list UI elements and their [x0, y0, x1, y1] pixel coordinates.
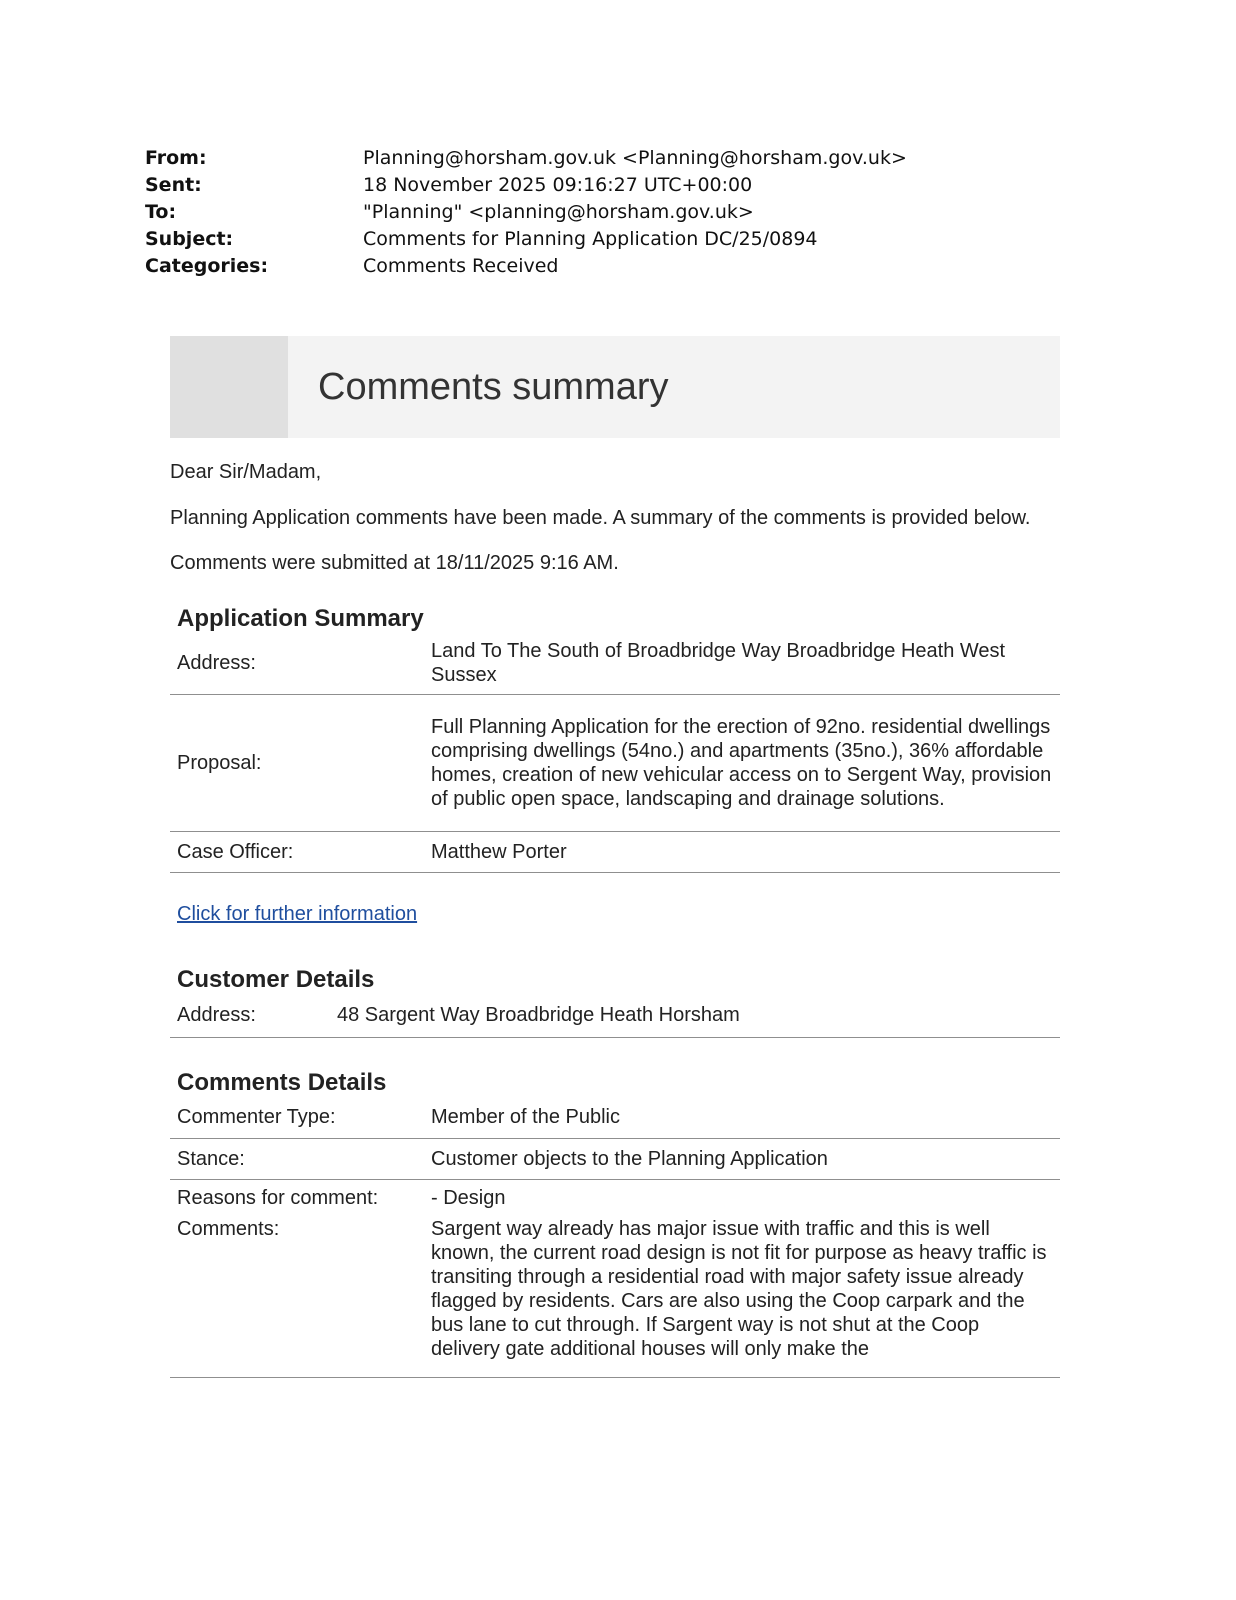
table-row — [170, 1097, 1060, 1138]
customer-details-heading: Customer Details — [177, 965, 375, 993]
subject-value: Comments for Planning Application DC/25/0894 — [363, 227, 818, 250]
stance-label: Stance: — [170, 1138, 424, 1179]
proposal-value: Full Planning Application for the erection of 92no. residential dwellings comprising dwellings (54no.) and apartments (35no.), 36% affordable homes, creation of new vehicular access on to Sergent Way, provision of public open space, landscaping and drainage solutions. — [424, 694, 1060, 831]
sent-label: Sent: — [145, 173, 202, 196]
email-header — [145, 144, 907, 279]
comments-label: Comments: — [170, 1217, 424, 1377]
stance-value: Customer objects to the Planning Application — [424, 1138, 1060, 1179]
from-value: Planning@horsham.gov.uk <Planning@horsham.gov.uk> — [363, 146, 907, 169]
comments-value: Sargent way already has major issue with traffic and this is well known, the current road design is not fit for purpose as heavy traffic is transiting through a residential road with major safety issue already flagged by residents. Cars are also using the Coop carpark and the bus lane to cut through. If Sargent way is not shut at the Coop delivery gate additional houses will only make the — [424, 1217, 1060, 1377]
comments-details-heading: Comments Details — [177, 1069, 387, 1096]
table-row — [170, 633, 1060, 694]
from-row — [145, 144, 907, 171]
application-summary-table — [170, 633, 1060, 873]
categories-value: Comments Received — [363, 254, 559, 277]
subject-row — [145, 225, 907, 252]
customer-address-label: Address: — [170, 994, 330, 1038]
to-value: "Planning" <planning@horsham.gov.uk> — [363, 200, 754, 223]
email-body — [170, 336, 1060, 1378]
table-row — [170, 994, 1060, 1038]
intro-body: Planning Application comments have been made. A summary of the comments is provided below. — [170, 507, 1031, 529]
commenter-type-value: Member of the Public — [424, 1097, 1060, 1138]
submitted-timestamp: Comments were submitted at 18/11/2025 9:16 AM. — [170, 552, 619, 574]
sent-value: 18 November 2025 09:16:27 UTC+00:00 — [363, 173, 753, 196]
case-officer-label: Case Officer: — [170, 831, 424, 872]
case-officer-value: Matthew Porter — [424, 831, 1060, 872]
table-row — [170, 831, 1060, 872]
table-row — [170, 1217, 1060, 1377]
table-row — [170, 694, 1060, 831]
comments-summary-banner — [170, 336, 1060, 438]
categories-label: Categories: — [145, 254, 269, 277]
table-row — [170, 1179, 1060, 1217]
further-information-link[interactable]: Click for further information — [177, 902, 418, 925]
from-label: From: — [145, 146, 207, 169]
banner-side-block — [170, 336, 288, 438]
reasons-label: Reasons for comment: — [177, 1187, 379, 1210]
proposal-label: Proposal: — [170, 694, 424, 831]
table-row — [170, 1138, 1060, 1179]
subject-label: Subject: — [145, 227, 234, 250]
comments-details-table — [170, 1097, 1060, 1378]
address-label: Address: — [170, 633, 424, 694]
commenter-type-label: Commenter Type: — [170, 1097, 424, 1138]
address-value: Land To The South of Broadbridge Way Broadbridge Heath West Sussex — [424, 633, 1060, 694]
customer-address-value: 48 Sargent Way Broadbridge Heath Horsham — [330, 994, 1060, 1038]
application-summary-heading: Application Summary — [177, 605, 424, 632]
customer-details-table — [170, 994, 1060, 1039]
categories-row — [145, 252, 907, 279]
reasons-value: - Design — [431, 1187, 506, 1210]
to-label: To: — [145, 200, 177, 223]
greeting: Dear Sir/Madam, — [170, 461, 322, 483]
to-row — [145, 198, 907, 225]
banner-title: Comments summary — [318, 365, 669, 408]
sent-row — [145, 171, 907, 198]
